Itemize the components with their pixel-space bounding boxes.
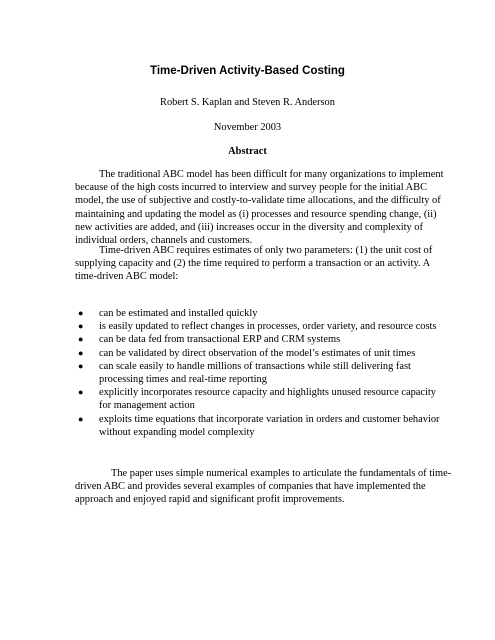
text-line: time-driven ABC model: [75,271,179,283]
text-line: because of the high costs incurred to interview and survey people for the initial ABC [75,182,428,194]
bullet-icon: ● [78,308,84,318]
bullet-text: can be estimated and installed quickly [99,308,258,319]
text-line: Time-driven ABC requires estimates of only two parameters: (1) the unit cost of [99,245,433,256]
bullet-text-continued: without expanding model complexity [99,426,255,438]
bullet-item [75,386,455,412]
text-line: supplying capacity and (2) the time required to perform a transaction or an activity. A [75,258,431,270]
abstract-paragraph-3 [75,467,452,507]
bullet-icon: ● [78,321,84,332]
bullet-icon: ● [78,334,84,345]
feature-bullet-list [75,307,455,439]
text-line: new activities are added, and (iii) increases occur in the diversity and complexity of [75,221,423,233]
bullet-icon: ● [78,413,84,424]
text-line: driven ABC and provides several examples of companies that have implemented the [75,481,426,493]
bullet-item [75,307,455,320]
bullet-icon: ● [78,360,84,371]
bullet-text: can be data fed from transactional ERP and CRM systems [99,334,341,346]
bullet-item [75,333,455,346]
text-line: approach and enjoyed rapid and significant profit improvements. [75,494,345,506]
text-line: The paper uses simple numerical examples to articulate the fundamentals of time- [111,468,452,479]
paper-authors: Robert S. Kaplan and Steven R. Anderson [160,97,335,108]
bullet-text-continued: processing times and real-time reporting [99,374,267,386]
bullet-text: can be validated by direct observation of the model’s estimates of unit times [99,347,416,359]
abstract-paragraph-2 [75,244,435,284]
text-line: The traditional ABC model has been difficult for many organizations to implement [99,169,444,180]
bullet-item [75,347,455,360]
text-line: individual orders, channels and customers. [75,235,253,247]
text-line: model, the use of subjective and costly-to-validate time allocations, and the difficulty of [75,195,441,207]
bullet-icon: ● [78,387,84,398]
abstract-heading: Abstract [228,146,267,157]
bullet-item [75,360,455,386]
bullet-item [75,413,455,439]
bullet-icon: ● [78,347,84,358]
paper-title: Time-Driven Activity-Based Costing [150,65,345,77]
bullet-text: explicitly incorporates resource capacity and highlights unused resource capacity [99,387,436,399]
paper-date: November 2003 [213,122,282,133]
text-line: maintaining and updating the model as (i) processes and resource spending change, (ii) [75,208,437,220]
bullet-item [75,320,455,333]
bullet-text: exploits time equations that incorporate variation in orders and customer behavior [99,413,440,425]
abstract-paragraph-1 [75,168,444,247]
bullet-text: is easily updated to reflect changes in processes, order variety, and resource costs [99,321,437,333]
bullet-text: can scale easily to handle millions of transactions while still delivering fast [99,360,411,372]
bullet-text-continued: for management action [99,400,195,412]
